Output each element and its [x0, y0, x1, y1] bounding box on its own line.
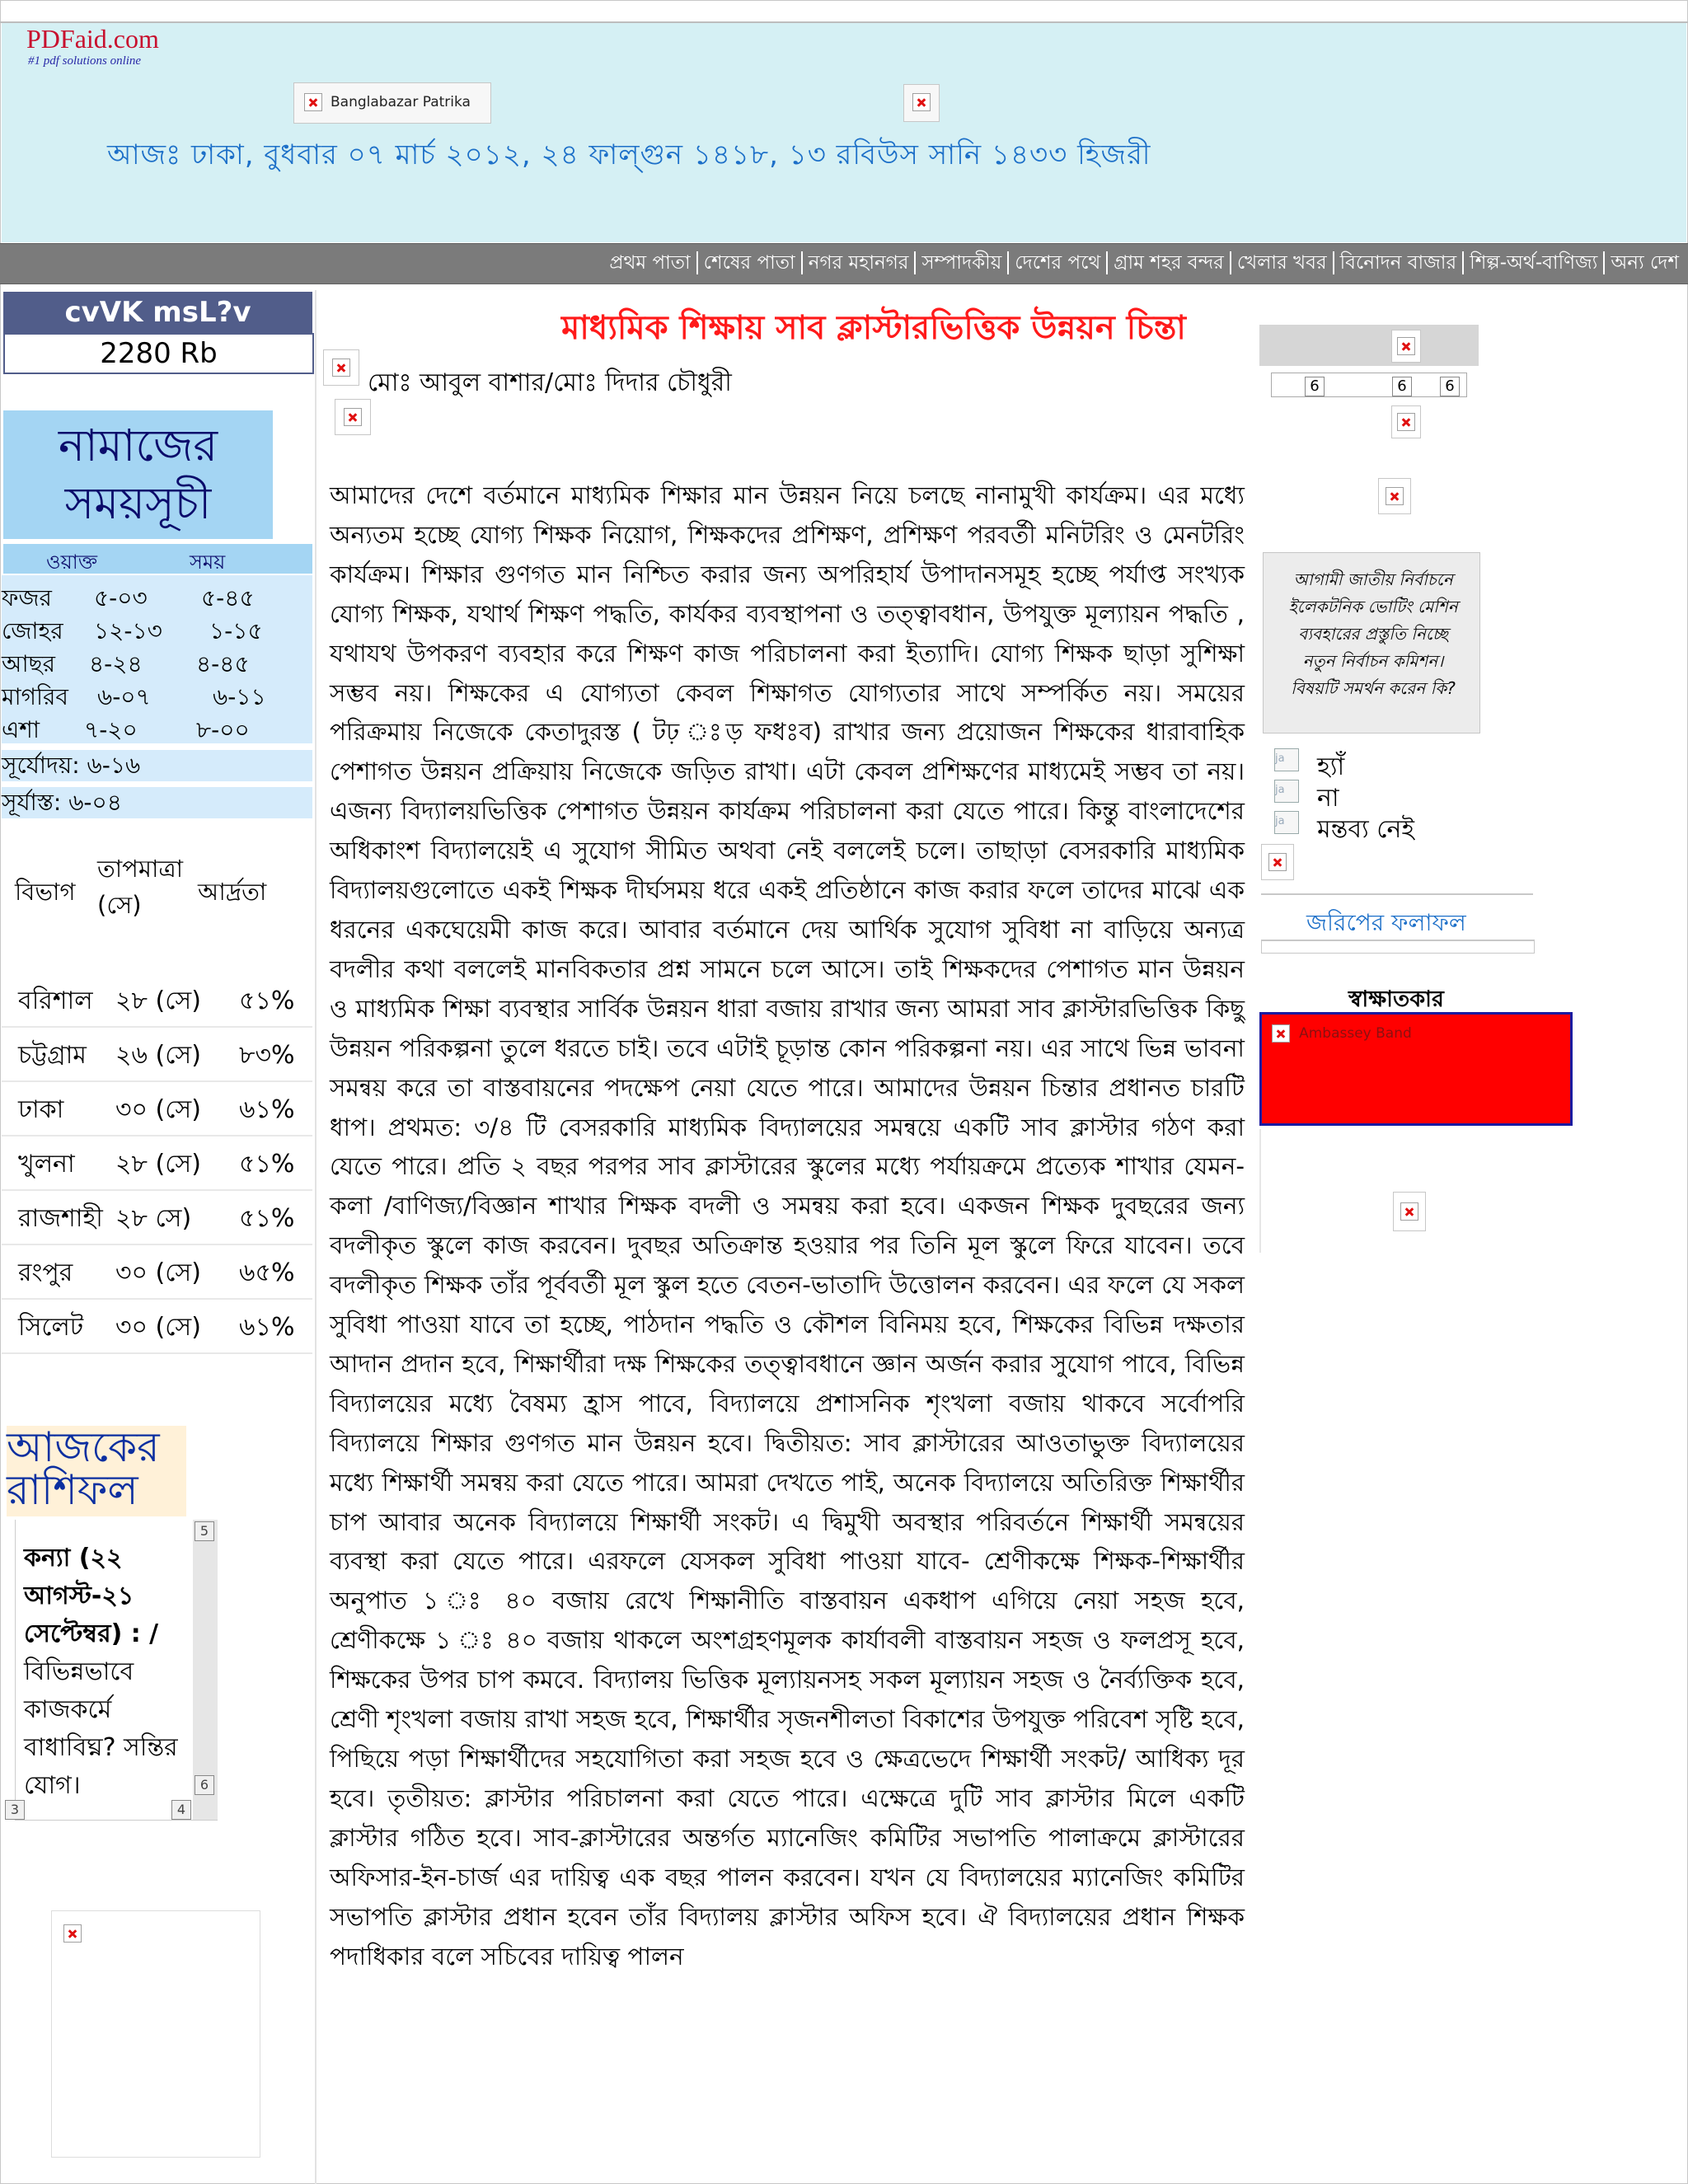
prayer-schedule-title [3, 410, 273, 539]
weather-humidity: ৬১% [239, 1313, 295, 1342]
col-time: সময় [190, 551, 226, 574]
main-nav [0, 243, 1688, 284]
header-banner [2, 23, 1686, 242]
row-divider [2, 1026, 312, 1028]
rashi-sign-line: কন্যা (২২ আগস্ট-২১ সেপ্টেম্বর) : / [24, 1544, 159, 1648]
broken-image-icon [304, 93, 322, 111]
nav-item-nagar-mahanagar[interactable]: নগর মহানগর [801, 251, 915, 274]
row-divider [2, 1244, 312, 1245]
rashifal-scroll-area[interactable] [15, 1520, 218, 1821]
banglabazar-ad[interactable] [293, 82, 491, 124]
weather-division: বরিশাল [18, 987, 93, 1015]
header-broken-image[interactable] [903, 84, 940, 122]
weather-temp: ২৮ (সে) [115, 987, 201, 1015]
weather-humidity: ৬১% [239, 1095, 295, 1124]
scroll-up-button[interactable]: 5 [195, 1521, 214, 1541]
nav-items [603, 251, 1685, 274]
article-body: আমাদের দেশে বর্তমানে মাধ্যমিক শিক্ষার মান উন্নয়ন নিয়ে চলছে নানামুখী কার্যক্রম। এর মধ্যে অন্যতম হচ্ছে যোগ্য শিক্ষক নিয়োগ, শিক্ষকদের প্রশিক্ষণ, প্রশিক্ষণ পরবর্তী মনিটরিং ও মেনটরিং কার্যক্রম। শিক্ষার গুণগত মান নিশ্চিত করার জন্য অপরিহার্য উপাদানসমূহ হচ্ছে পর্যাপ্ত সংখ্যক যোগ্য শিক্ষক, যথার্থ শিক্ষণ পদ্ধতি, কার্যকর ব্যবস্থাপনা ও তত্ত্বাবধান, উপযুক্ত মূল্যায়ন পদ্ধতি , যথাযথ উপকরণ ব্যবহার করে শিক্ষণ কাজ পরিচালনা করা ইত্যাদি। যোগ্য শিক্ষক ছাড়া সুশিক্ষা সম্ভব নয়। শিক্ষকের এ যোগ্যতা কেবল শিক্ষাগত যোগ্যতার সাথে সম্পর্কিত নয়। সময়ের পরিক্রমায় নিজেকে কেতাদুরস্ত ( টঢ় ঃড় ফধঃব) রাখার জন্য প্রয়োজন শিক্ষকের ধারাবাহিক পেশাগত উন্নয়ন প্রক্রিয়ায় নিজেকে জড়িত রাখা। এটা কেবল প্রশিক্ষণের মাধ্যমেই সম্ভব তা নয়। এজন্য বিদ্যালয়ভিত্তিক পেশাগত উন্নয়ন কার্যক্রম পরিচালনা করা যেতে পারে। কিন্তু বাংলাদেশের অধিকাংশ বিদ্যালয়েই এ সুযোগ সীমিত অথবা নেই বললেই চলে। তাছাড়া বেসরকারি মাধ্যমিক বিদ্যালয়গুলোতে একই শিক্ষক দীর্ঘসময় ধরে একই প্রতিষ্ঠানে কাজ করার ফলে তাদের মাঝে এক ধরনের একঘেয়েমী কাজ করে। আবার বর্তমানে দেয় আর্থিক সুযোগ সুবিধা না বাড়িয়ে অন্যত্র বদলীর কথা বললেই মানবিকতার প্রশ্ন সামনে চলে আসে। তাই শিক্ষকদের পেশাগত মান উন্নয়ন ও মাধ্যমিক শিক্ষা ব্যবস্থার সার্বিক উন্নয়ন ধারা বজায় রাখার জন্য আমরা সাব ক্লাস্টারভিত্তিক কিছু উন্নয়ন পরিকল্পনা তুলে ধরতে চাই। তবে এটাই চূড়ান্ত কোন পরিকল্পনা নয়। এর সাথে ভিন্ন ভাবনা সমন্বয় করে তা বাস্তবায়নের পদক্ষেপ নেয়া যেতে পারে। আমাদের উন্নয়ন চিন্তার প্রধানত চারটি ধাপ। প্রথমত: ৩/৪ টি বেসরকারি মাধ্যমিক বিদ্যালয়ের সমন্বয়ে একটি সাব ক্লাস্টার গঠণ করা যেতে পারে। প্রতি ২ বছর পরপর সাব ক্লাস্টারের স্কুলের মধ্যে পর্যায়ক্রমে প্রত্যেক শাখার যেমন-কলা /বাণিজ্য/বিজ্ঞান শাখার শিক্ষক বদলী ও সমন্বয় করা হবে। একজন শিক্ষক দুবছরের জন্য বদলীকৃত স্কুলে কাজ করবেন। দুবছর অতিক্রান্ত হওয়ার পর তিনি মূল স্কুলে ফিরে যাবেন। তবে বদলীকৃত শিক্ষক তাঁর পূর্ববর্তী মূল স্কুল হতে বেতন-ভাতাদি উত্তোলন করবেন। এর ফলে যে সকল সুবিধা পাওয়া যাবে তা হচ্ছে, পাঠদান পদ্ধতি ও কৌশল বিনিময় হবে, শিক্ষকের বিভিন্ন দক্ষতার আদান প্রদান হবে, শিক্ষার্থীরা দক্ষ শিক্ষকের তত্ত্বাবধানে জ্ঞান অর্জন করার সুযোগ পাবে, বিভিন্ন বিদ্যালয়ের মধ্যে বৈষম্য হ্রাস পাবে, বিদ্যালয়ে প্রশাসনিক শৃংখলা বজায় থাকবে সর্বোপরি বিদ্যালয়ে শিক্ষার গুণগত মান উন্নয়ন হবে। দ্বিতীয়ত: সাব ক্লাস্টারের আওতাভুক্ত বিদ্যালয়ের মধ্যে শিক্ষার্থী সমন্বয় করা যেতে পারে। আমরা দেখতে পাই, অনেক বিদ্যালয়ে অতিরিক্ত শিক্ষার্থীর চাপ আবার অনেক বিদ্যালয়ে শিক্ষার্থী সংকট। এ দ্বিমুখী অবস্থার পরিবর্তনে শিক্ষার্থী সমন্বয়ের ব্যবস্থা করা যেতে পারে। এরফলে যেসকল সুবিধা পাওয়া যাবে- শ্রেণীকক্ষে শিক্ষক-শিক্ষার্থীর অনুপাত ১ ঃ ৪০ বজায় রেখে শিক্ষানীতি বাস্তবায়ন একধাপ এগিয়ে নেয়া সহজ হবে, শ্রেণীকক্ষে ১ ঃ ৪০ বজায় থাকলে অংশগ্রহণমূলক কার্যাবলী বাস্তবায়ন সহজ ও ফলপ্রসূ হবে, শিক্ষকের উপর চাপ কমবে. বিদ্যালয় ভিত্তিক মূল্যায়নসহ সকল মূল্যায়ন সহজ ও নৈর্ব্যক্তিক হবে, শ্রেণী শৃংখলা বজায় রাখা সহজ হবে, শিক্ষার্থীর সৃজনশীলতা বিকাশের উপযুক্ত পরিবেশ সৃষ্টি হবে, পিছিয়ে পড়া শিক্ষার্থীদের সহযোগিতা করা সহজ হবে ও ক্ষেত্রভেদে শিক্ষার্থী সংকট/ আধিক্য দূর হবে। তৃতীয়ত: ক্লাস্টার পরিচালনা করা যেতে পারে। এক্ষেত্রে দুটি সাব ক্লাস্টার মিলে একটি ক্লাস্টার গঠিত হবে। সাব-ক্লাস্টারের অন্তর্গত ম্যানেজিং কমিটির সভাপতি পালাক্রমে ক্লাস্টারের অফিসার-ইন-চার্জ এর দায়িত্ব এক বছর পালন করবেন। যখন যে বিদ্যালয়ের ম্যানেজিং কমিটির সভাপতি ক্লাস্টার প্রধান হবেন তাঁর বিদ্যালয় ক্লাস্টার অফিস হবে। ঐ বিদ্যালয়ের প্রধান শিক্ষক পদাধিকার বলে সচিবের দায়িত্ব পালন [330, 481, 1245, 1971]
prayer-table-header [3, 544, 312, 574]
rashifal-title [7, 1423, 186, 1516]
rashi-title-line2: রাশিফল [7, 1466, 138, 1514]
weather-temp: ২৮ (সে) [115, 1150, 201, 1179]
broken-image-icon [1397, 337, 1415, 355]
poll-option-none-radio[interactable] [1274, 811, 1299, 834]
rashi-prediction: বিভিন্নভাবে কাজকর্মে বাধাবিঘ্ন? সন্তির যোগ। [24, 1657, 178, 1800]
date-line: আজঃ ঢাকা, বুধবার ০৭ মার্চ ২০১২, ২৪ ফাল্গুন ১৪১৮, ১৩ রবিউস সানি ১৪৩৩ হিজরী [107, 138, 1151, 171]
article-broken-image [335, 399, 371, 435]
nav-item-desher-pothe[interactable]: দেশের পথে [1007, 251, 1106, 274]
prayer-title-line1: নামাজের [58, 419, 218, 471]
broken-image-icon [1386, 487, 1404, 505]
poll-submit-broken-image[interactable] [1261, 844, 1294, 880]
prayer-name: আছর [2, 650, 56, 677]
row-divider [2, 1189, 312, 1191]
row-divider [2, 1135, 312, 1137]
prayer-end: ৬-১১ [213, 683, 266, 710]
weather-division: রাজশাহী [18, 1204, 103, 1233]
row-divider [2, 1080, 312, 1082]
broken-image-icon [1397, 413, 1415, 431]
broken-image-icon [1272, 1024, 1290, 1043]
rashi-title-line1: আজকের [7, 1423, 160, 1471]
broken-image-icon [1268, 853, 1287, 871]
weather-temp: ৩০ (সে) [115, 1313, 201, 1342]
prayer-title-line2: সময়সূচী [64, 477, 212, 529]
prayer-start: ১২-১৩ [94, 617, 162, 644]
weather-humidity: ৫১% [239, 1204, 295, 1233]
nav-item-shilpo[interactable]: শিল্প-অর্থ-বাণিজ্য [1462, 251, 1603, 274]
sunset: সূর্যাস্ত: ৬-০৪ [2, 787, 312, 818]
nav-item-binodon[interactable]: বিনোদন বাজার [1333, 251, 1463, 274]
prayer-start: ৬-০৭ [97, 683, 151, 710]
spinner-button[interactable]: 6 [1305, 377, 1325, 396]
prayer-name: এশা [2, 716, 40, 743]
counter-title: cvVK msL?v [3, 292, 312, 333]
prayer-name: মাগরিব [2, 683, 69, 710]
rashifal-text [24, 1540, 197, 1805]
prayer-start: ৫-০৩ [94, 584, 148, 612]
row-divider [2, 1298, 312, 1300]
nav-item-prothom-pata[interactable]: প্রথম পাতা [609, 252, 691, 274]
poll-option-no-radio[interactable] [1274, 780, 1299, 803]
counter-value: 2280 Rb [3, 333, 314, 374]
spinner-button[interactable]: 6 [1392, 377, 1412, 396]
nav-item-khelar-khobor[interactable]: খেলার খবর [1230, 251, 1333, 274]
poll-option-yes[interactable]: হ্যাঁ [1317, 752, 1345, 781]
right-broken-image-1 [1391, 330, 1421, 363]
poll-option-none[interactable]: মন্তব্য নেই [1317, 815, 1414, 844]
prayer-end: ৮-০০ [196, 716, 250, 743]
broken-image-icon [344, 408, 362, 426]
ad-alt-text: Banglabazar Patrika [331, 94, 471, 110]
red-ad-alt: Ambassey Band [1299, 1025, 1412, 1042]
weather-humidity: ৫১% [239, 987, 295, 1015]
col-temp: তাপমাত্রা [97, 855, 184, 883]
col-waqt: ওয়াক্ত [46, 551, 98, 574]
scroll-left-button[interactable]: 3 [5, 1800, 25, 1820]
weather-humidity: ৮৩% [239, 1041, 295, 1070]
prayer-end: ৪-৪৫ [196, 650, 250, 677]
col-temp-unit: (সে) [97, 891, 142, 919]
weather-division: খুলনা [18, 1150, 75, 1179]
nav-item-onno-desh[interactable]: অন্য দেশ [1603, 251, 1685, 274]
poll-divider [1261, 893, 1533, 895]
right-top-box [1259, 325, 1479, 366]
prayer-name: জোহর [2, 617, 63, 644]
right-broken-image-3 [1378, 478, 1411, 514]
weather-humidity: ৫১% [239, 1150, 295, 1179]
broken-image-icon [1400, 1202, 1418, 1221]
ambassey-band-ad[interactable] [1259, 1012, 1573, 1126]
broken-image-icon [912, 93, 931, 111]
article-headline: মাধ্যমিক শিক্ষায় সাব ক্লাস্টারভিত্তিক উন্নয়ন চিন্তা [561, 309, 1186, 347]
weather-temp: ৩০ (সে) [115, 1258, 201, 1287]
right-rule [1259, 1129, 1261, 1253]
broken-image-icon [63, 1924, 82, 1943]
nav-item-shesher-pata[interactable]: শেষের পাতা [696, 251, 801, 274]
poll-result-link[interactable]: জরিপের ফলাফল [1306, 909, 1466, 936]
prayer-end: ১-১৫ [209, 617, 263, 644]
broken-image-icon [332, 359, 350, 377]
pdfaid-logo[interactable]: PDFaid.com [26, 24, 159, 54]
poll-option-no[interactable]: না [1317, 784, 1339, 813]
weather-division: চট্টগ্রাম [18, 1041, 87, 1070]
right-broken-image-4[interactable] [1393, 1192, 1426, 1231]
poll-bottom-rule [1261, 940, 1535, 954]
radio-glyph: ja [1275, 784, 1285, 796]
radio-glyph: ja [1275, 815, 1285, 827]
col-humidity: আর্দ্রতা [198, 878, 267, 906]
right-broken-image-2 [1391, 405, 1421, 438]
interview-title: স্বাক্ষাতকার [1348, 987, 1444, 1012]
column-divider [315, 290, 316, 2184]
col-division: বিভাগ [15, 878, 76, 906]
sunrise: সূর্যোদয়: ৬-১৬ [2, 750, 312, 781]
spinner-row [1271, 373, 1467, 397]
prayer-table [2, 575, 312, 743]
weather-temp: ২৮ সে) [115, 1204, 192, 1233]
weather-temp: ২৬ (সে) [115, 1041, 201, 1070]
nav-item-gram-shahar[interactable]: গ্রাম শহর বন্দর [1106, 251, 1230, 274]
left-broken-ad[interactable] [51, 1910, 260, 2158]
poll-box [1263, 552, 1480, 733]
scroll-right-button[interactable]: 4 [171, 1800, 191, 1820]
weather-division: সিলেট [18, 1313, 84, 1342]
article-byline: মোঃ আবুল বাশার/মোঃ দিদার চৌধুরী [368, 368, 732, 397]
byline-broken-image [323, 349, 359, 386]
red-ad-content [1272, 1024, 1412, 1043]
prayer-end: ৫-৪৫ [201, 584, 255, 612]
weather-division: ঢাকা [18, 1095, 64, 1124]
weather-humidity: ৬৫% [239, 1258, 295, 1287]
prayer-name: ফজর [2, 584, 52, 612]
weather-temp: ৩০ (সে) [115, 1095, 201, 1124]
radio-glyph: ja [1275, 752, 1285, 765]
scroll-down-button[interactable]: 6 [195, 1775, 214, 1795]
poll-option-yes-radio[interactable] [1274, 748, 1299, 771]
weather-division: রংপুর [18, 1258, 73, 1287]
prayer-start: ৪-২৪ [89, 650, 143, 677]
poll-question: আগামী জাতীয় নির্বাচনে ইলেকটনিক ভোটিং মেশিন ব্যবহারের প্রস্তুতি নিচ্ছে নতুন নির্বাচন কমিশন। বিষয়টি সমর্থন করেন কি? [1288, 569, 1458, 698]
prayer-start: ৭-২০ [84, 716, 138, 743]
pdfaid-tagline: #1 pdf solutions online [28, 54, 142, 68]
nav-item-sampadakiyo[interactable]: সম্পাদকীয় [914, 251, 1007, 274]
row-divider [2, 1352, 312, 1354]
spinner-button[interactable]: 6 [1440, 377, 1460, 396]
